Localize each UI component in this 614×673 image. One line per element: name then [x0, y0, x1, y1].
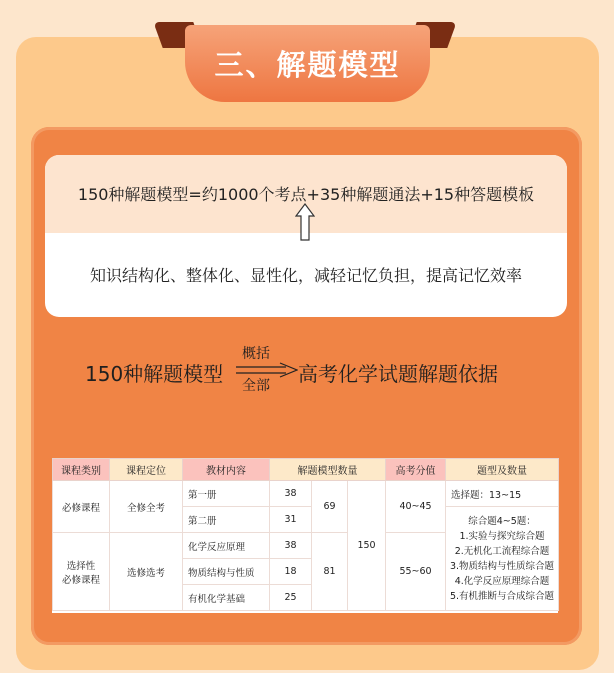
header-course-position: 课程定位	[110, 459, 183, 481]
summary-text: 知识结构化、整体化、显性化，减轻记忆负担，提高记忆效率	[89, 266, 522, 285]
compulsory-category: 必修课程	[53, 481, 110, 533]
book-count: 25	[270, 585, 312, 611]
compulsory-subtotal: 69	[312, 481, 348, 533]
header-textbook-content: 教材内容	[183, 459, 270, 481]
formula-text: 150种解题模型=约1000个考点+35种解题通法+15种答题模板	[77, 185, 535, 204]
header-model-count: 解题模型数量	[270, 459, 386, 481]
book-count: 38	[270, 533, 312, 559]
title-banner	[185, 25, 430, 102]
question-type-line: 3.物质结构与性质综合题	[449, 560, 555, 572]
header-exam-score: 高考分值	[386, 459, 446, 481]
table-header-row	[53, 459, 559, 481]
elective-position: 选修选考	[110, 533, 183, 611]
question-type-line: 1.实验与探究综合题	[459, 530, 545, 542]
model-total: 150	[348, 481, 386, 611]
book-name: 化学反应原理	[183, 533, 270, 559]
question-type-line: 5.有机推断与合成综合题	[449, 590, 555, 602]
elective-subtotal: 81	[312, 533, 348, 611]
compulsory-score: 40~45	[386, 481, 446, 533]
relation-top-label: 概括	[242, 346, 270, 362]
question-type-line: 4.化学反应原理综合题	[454, 575, 550, 587]
book-count: 31	[270, 507, 312, 533]
table-row	[53, 481, 559, 507]
elective-category	[53, 533, 110, 611]
relation-left-text: 150种解题模型	[85, 362, 224, 386]
elective-score: 55~60	[386, 533, 446, 611]
book-name: 第二册	[183, 507, 270, 533]
up-arrow-icon	[295, 203, 315, 241]
model-table	[52, 458, 559, 611]
relation-bottom-label: 全部	[242, 378, 270, 394]
compulsory-position: 全修全考	[110, 481, 183, 533]
elective-category-line2: 必修课程	[61, 574, 100, 586]
question-type-line: 2.无机化工流程综合题	[454, 545, 550, 557]
relation-row	[80, 340, 540, 400]
relation-right-text: 高考化学试题解题依据	[298, 362, 498, 386]
book-count: 18	[270, 559, 312, 585]
compulsory-question-types: 选择题：13~15	[446, 481, 559, 507]
book-name: 有机化学基础	[183, 585, 270, 611]
model-table-container	[52, 458, 558, 613]
summary-card	[45, 155, 567, 317]
book-name: 物质结构与性质	[183, 559, 270, 585]
book-name: 第一册	[183, 481, 270, 507]
question-type-line: 综合题4~5题：	[468, 515, 536, 527]
header-question-types: 题型及数量	[446, 459, 559, 481]
book-count: 38	[270, 481, 312, 507]
section-title: 三、解题模型	[214, 48, 401, 82]
header-course-category: 课程类别	[53, 459, 110, 481]
elective-category-line1: 选择性	[66, 560, 96, 572]
elective-question-types	[446, 507, 559, 611]
